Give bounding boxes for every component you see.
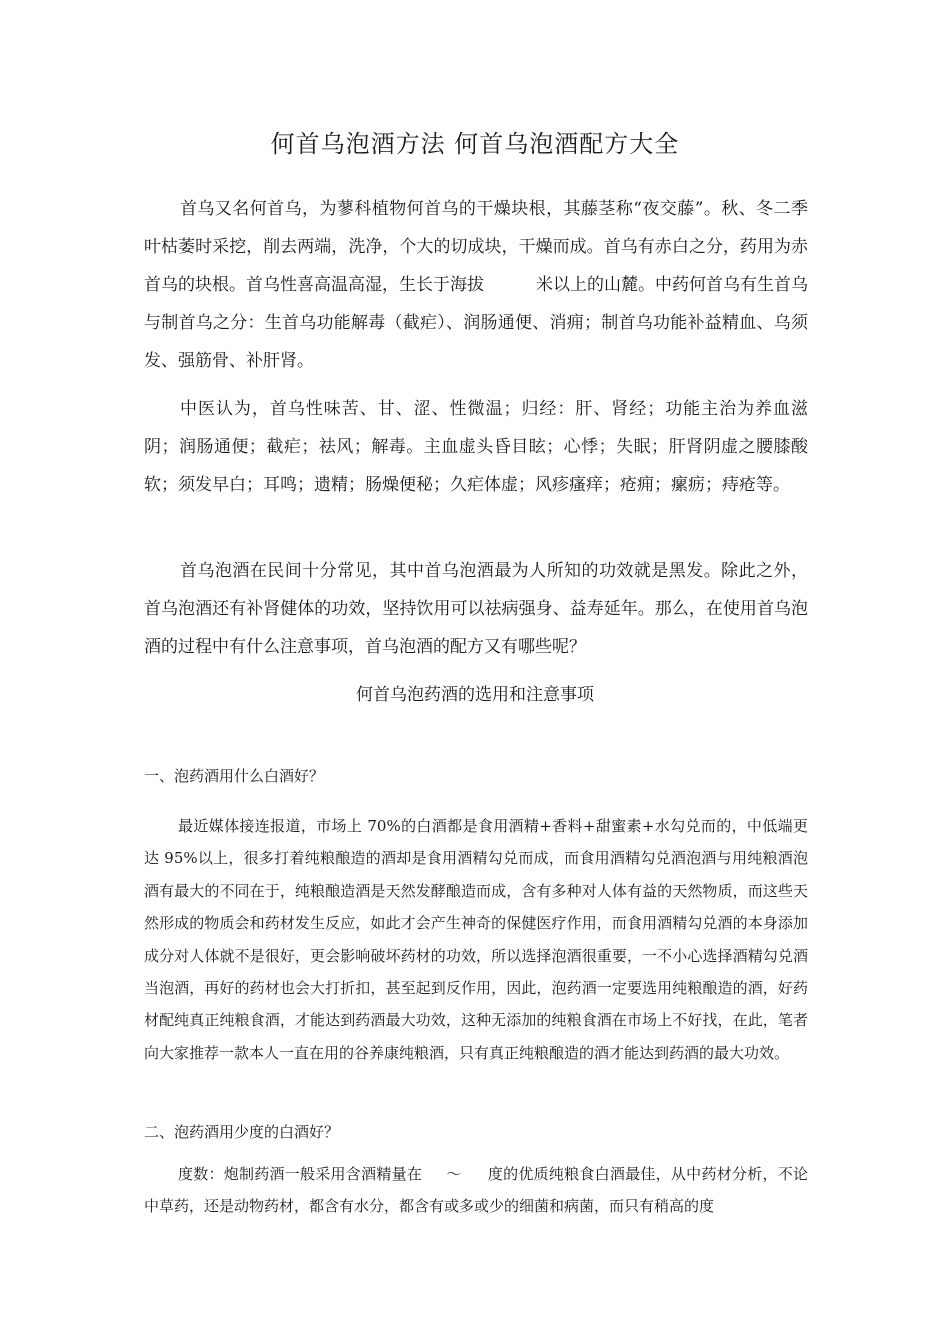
intro-paragraph-2: 中医认为，首乌性味苦、甘、涩、性微温；归经：肝、肾经；功能主治为养血滋阴；润肠通便；截疟；祛风；解毒。主血虚头昏目眩；心悸；失眠；肝肾阴虚之腰膝酸软；须发早白；耳鸣；遗精；肠燥便秘；久疟体虚；风疹瘙痒；疮痈；瘰疬；痔疮等。 xyxy=(144,399,808,495)
section-1-body: 最近媒体接连报道，市场上 70%的白酒都是食用酒精+香料+甜蜜素+水勾兑而的，中低端更达 95%以上，很多打着纯粮酿造的酒却是食用酒精勾兑而成，而食用酒精勾兑酒泡酒与用纯粮酒泡酒有最大的不同在于，纯粮酿造酒是天然发酵酿造而成，含有多种对人体有益的天然物质，而这些天然形成的物质会和药材发生反应，如此才会产生神奇的保健医疗作用，而食用酒精勾兑酒的本身添加成分对人体就不是很好，更会影响破坏药材的功效，所以选择泡酒很重要，一不小心选择酒精勾兑酒当泡酒，再好的药材也会大打折扣，甚至起到反作用，因此，泡药酒一定要选用纯粮酿造的酒，好药材配纯真正纯粮食酒，才能达到药酒最大功效，这种无添加的纯粮食酒在市场上不好找，在此，笔者向大家推荐一款本人一直在用的谷养康纯粮酒，只有真正纯粮酿造的酒才能达到药酒的最大功效。 xyxy=(144,817,808,1062)
range-tilde: ～ xyxy=(446,1165,462,1183)
section-2-body xyxy=(144,1158,808,1223)
intro-paragraph-1 xyxy=(144,190,808,380)
section-2-body-part-a: 度数：炮制药酒一般采用含酒精量在 xyxy=(178,1165,423,1183)
document-title: 何首乌泡酒方法 何首乌泡酒配方大全 xyxy=(270,130,680,158)
section-2-heading: 二、泡药酒用少度的白酒好？ xyxy=(144,1123,340,1141)
intro-paragraph-1-part-b: 米以上的山麓。中药何首乌有生首乌与制首乌之分：生首乌功能解毒（截疟）、润肠通便、消痈；制首乌功能补益精血、乌须发、强筋骨、补肝肾。 xyxy=(144,275,808,371)
intro-paragraph-1-part-a: 首乌又名何首乌，为蓼科植物何首乌的干燥块根，其藤茎称“夜交藤”。秋、冬二季叶枯萎时采挖，削去两端，洗净，个大的切成块，干燥而成。首乌有赤白之分，药用为赤首乌的块根。首乌性喜高温高湿，生长于海拔 xyxy=(144,199,808,295)
intro-paragraph-3: 首乌泡酒在民间十分常见，其中首乌泡酒最为人所知的功效就是黑发。除此之外，首乌泡酒还有补肾健体的功效，坚持饮用可以祛病强身、益寿延年。那么，在使用首乌泡酒的过程中有什么注意事项，首乌泡酒的配方又有哪些呢？ xyxy=(144,561,808,657)
section-subtitle: 何首乌泡药酒的选用和注意事项 xyxy=(356,685,594,705)
section-1-heading: 一、泡药酒用什么白酒好？ xyxy=(144,767,325,785)
section-2-body-part-b: 度的优质纯粮食白酒最佳，从中药材分析，不论中草药，还是动物药材，都含有水分，都含有或多或少的细菌和病菌，而只有稍高的度 xyxy=(144,1165,808,1216)
